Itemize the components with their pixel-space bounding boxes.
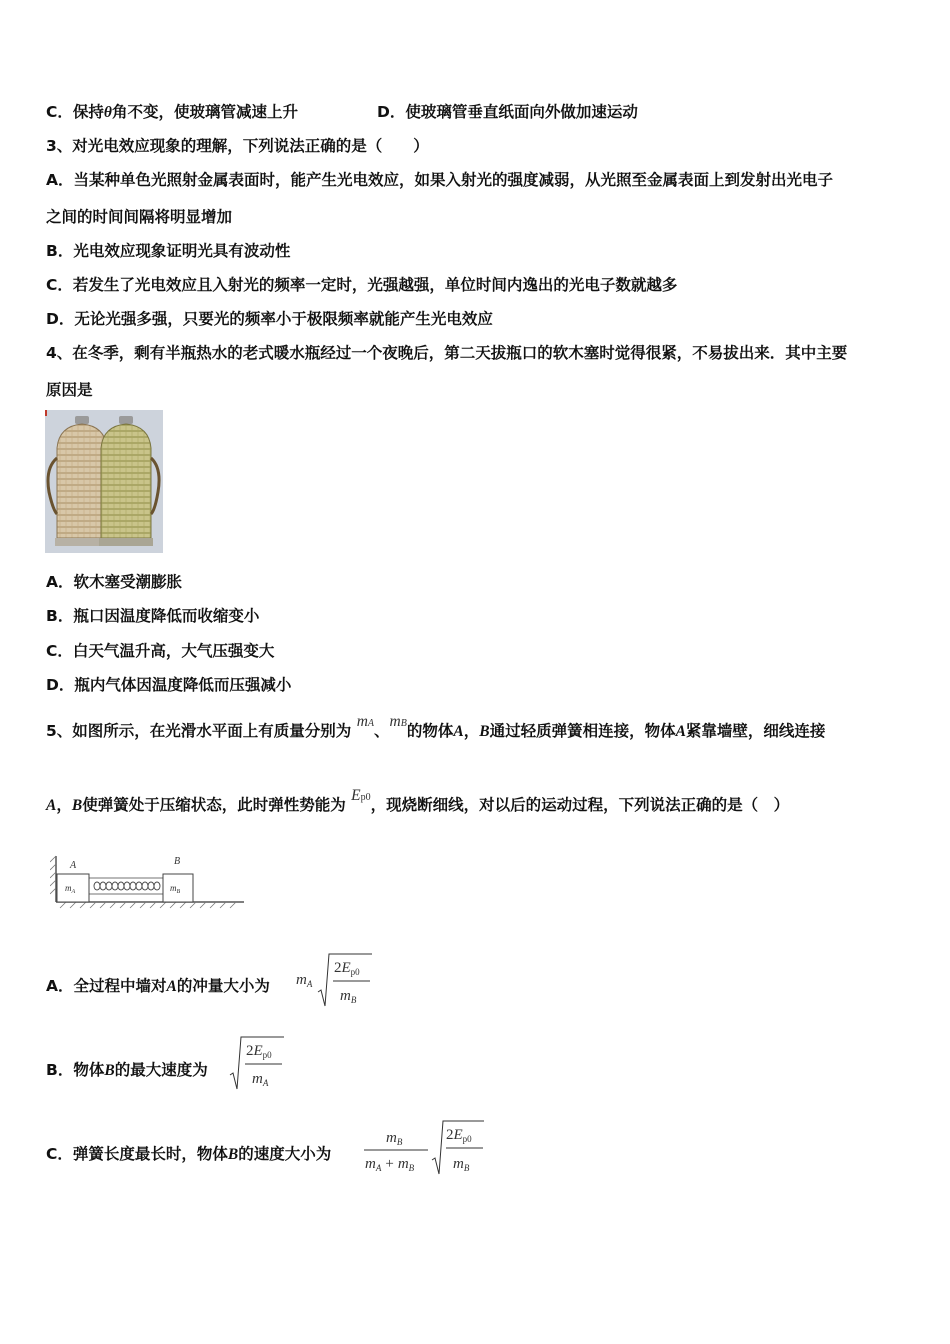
svg-text:mA+mB: $m_A + m_B$ (365, 1156, 415, 1173)
block-b-mass: $m_B$ (170, 883, 181, 895)
block-b-label: B (174, 856, 181, 867)
q4-stem-line2: 原因是 (46, 381, 93, 399)
q2-option-c: C．保持θ角不变，使玻璃管减速上升 (46, 103, 298, 121)
block-a-label: A (70, 860, 77, 871)
svg-text:2Ep0: $2E_{p0}$ (246, 1043, 272, 1060)
thermos-bottles-photo (45, 410, 163, 553)
q3-option-c: C．若发生了光电效应且入射光的频率一定时，光强越强，单位时间内逸出的光电子数就越多 (46, 276, 678, 294)
option-c-formula (362, 1118, 488, 1178)
q3-option-d: D．无论光强多强，只要光的频率小于极限频率就能产生光电效应 (46, 310, 493, 328)
q4-option-c: C．白天气温升高，大气压强变大 (46, 642, 275, 660)
svg-text:mB: $m_B$ (340, 988, 357, 1005)
q3-option-b: B．光电效应现象证明光具有波动性 (46, 242, 291, 260)
q4-option-d: D．瓶内气体因温度降低而压强减小 (46, 676, 292, 694)
svg-text:mA: $m_A$ (252, 1071, 269, 1088)
potential-energy-symbol: Ep0 (351, 787, 371, 804)
q5-option-c: C．弹簧长度最长时，物体B的速度大小为 (46, 1145, 332, 1163)
option-b-formula (228, 1035, 288, 1093)
svg-text:mB: $m_B$ (386, 1130, 403, 1147)
q4-stem-line1: 4、在冬季，剩有半瓶热水的老式暖水瓶经过一个夜晚后，第二天拔瓶口的软木塞时觉得很紧，不易拔出来．其中主要 (46, 344, 848, 362)
block-a-mass: $m_A$ (65, 883, 76, 895)
q5-stem-line2: A，B使弹簧处于压缩状态，此时弹性势能为 Ep0，现烧断细线，对以后的运动过程，下列说法正确的是（ ） (46, 787, 790, 814)
svg-text:mA: $m_A$ (296, 972, 313, 989)
q4-option-a: A．软木塞受潮膨胀 (46, 573, 182, 591)
q3-option-a-line2: 之间的时间间隔将明显增加 (46, 208, 233, 226)
mass-b-symbol: mB (389, 713, 407, 730)
svg-text:mB: $m_B$ (453, 1156, 470, 1173)
q5-option-a: A．全过程中墙对A的冲量大小为 (46, 977, 270, 995)
svg-text:2Ep0: $2E_{p0}$ (334, 960, 360, 977)
q5-stem-line1: 5、如图所示，在光滑水平面上有质量分别为 mA、mB的物体A，B通过轻质弹簧相连接，物体A紧靠墙壁，细线连接 (46, 713, 826, 740)
q3-option-a-line1: A．当某种单色光照射金属表面时，能产生光电效应，如果入射光的强度减弱，从光照至金属表面上到发射出光电子 (46, 171, 833, 189)
q5-option-b: B．物体B的最大速度为 (46, 1061, 208, 1079)
q3-stem: 3、对光电效应现象的理解，下列说法正确的是（ ） (46, 137, 429, 155)
q4-option-b: B．瓶口因温度降低而收缩变小 (46, 607, 260, 625)
spring-blocks-diagram (50, 852, 250, 910)
mass-a-symbol: mA (356, 713, 375, 730)
option-a-formula (296, 952, 376, 1010)
svg-text:2Ep0: $2E_{p0}$ (446, 1127, 472, 1144)
q2-option-d: D．使玻璃管垂直纸面向外做加速运动 (377, 103, 638, 121)
